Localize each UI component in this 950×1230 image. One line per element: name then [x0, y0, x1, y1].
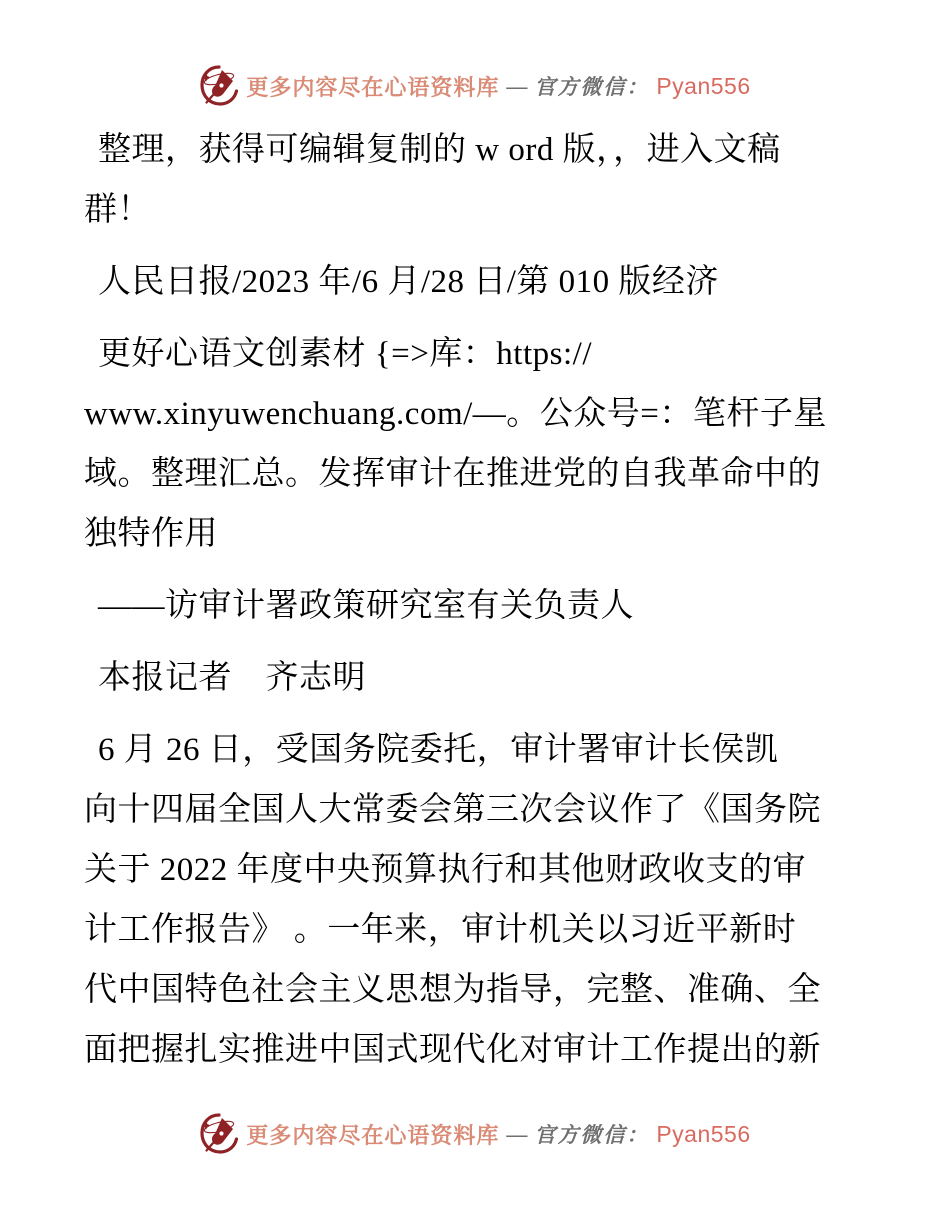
- banner-text: 更多内容尽在心语资料库: [246, 74, 500, 100]
- footer-banner: [0, 1112, 950, 1156]
- banner-separator: —: [506, 73, 528, 98]
- text-line: 计工作报告》 。一年来，审计机关以习近平新时: [84, 912, 797, 948]
- wechat-label: 官方微信：: [534, 1123, 650, 1147]
- paragraph: [84, 720, 884, 1080]
- text-line: 向十四届全国人大常委会第三次会议作了《国务院: [84, 792, 821, 828]
- paragraph: [84, 648, 884, 708]
- text-line: 本报记者 齐志明: [98, 660, 366, 696]
- text-line: 6 月 26 日，受国务院委托，审计署审计长侯凯: [98, 732, 779, 768]
- text-line: www.xinyuwenchuang.com/—。公众号=：笔杆子星: [84, 396, 827, 432]
- text-line: 独特作用: [84, 516, 218, 552]
- text-line: 代中国特色社会主义思想为指导，完整、准确、全: [84, 972, 821, 1008]
- pen-swirl-logo-icon: [199, 64, 239, 108]
- header-banner: [0, 64, 950, 108]
- wechat-id: Pyan556: [656, 1120, 751, 1147]
- banner-text: 更多内容尽在心语资料库: [246, 1122, 500, 1148]
- text-line: 人民日报/2023 年/6 月/28 日/第 010 版经济: [98, 264, 719, 300]
- text-line: 更好心语文创素材 {=>库：https://: [98, 336, 592, 372]
- wechat-label: 官方微信：: [534, 75, 650, 99]
- wechat-id: Pyan556: [656, 72, 751, 99]
- text-line: 域。整理汇总。发挥审计在推进党的自我革命中的: [84, 456, 821, 492]
- text-line: 整理，获得可编辑复制的 w ord 版，，进入文稿: [98, 132, 781, 168]
- paragraph: [84, 324, 884, 564]
- text-line: 群！: [84, 192, 151, 228]
- text-line: ——访审计署政策研究室有关负责人: [98, 588, 634, 624]
- paragraph: [84, 252, 884, 312]
- text-line: 关于 2022 年度中央预算执行和其他财政收支的审: [84, 852, 806, 888]
- paragraph: [84, 576, 884, 636]
- text-line: 面把握扎实推进中国式现代化对审计工作提出的新: [84, 1032, 821, 1068]
- banner-separator: —: [506, 1121, 528, 1146]
- document-body: [84, 120, 884, 1092]
- paragraph: [84, 120, 884, 240]
- pen-swirl-logo-icon: [199, 1112, 239, 1156]
